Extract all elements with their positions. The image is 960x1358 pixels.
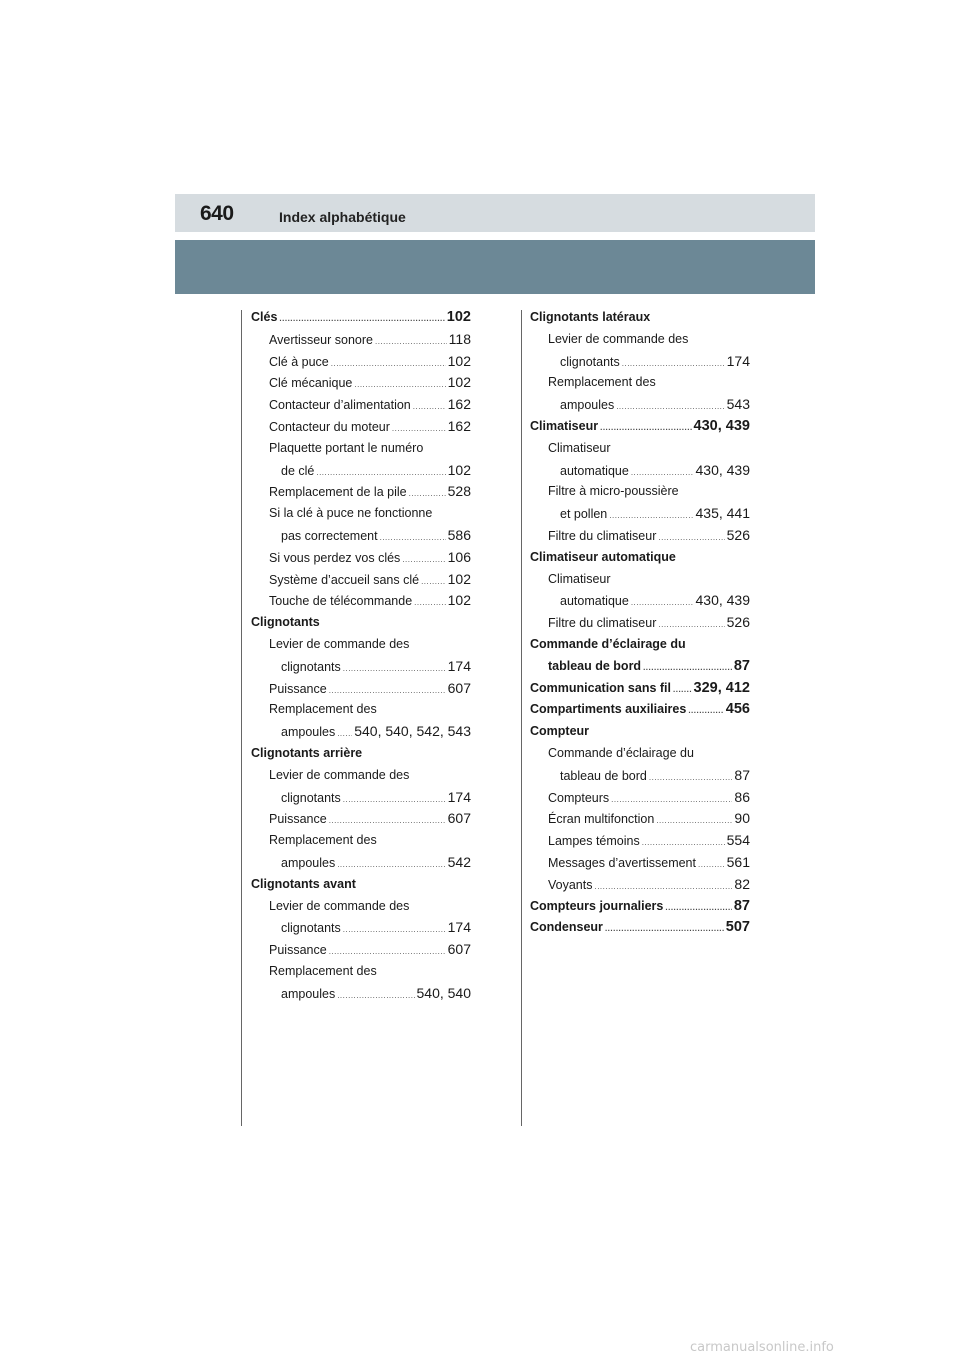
dot-leader [409,483,446,505]
index-entry [251,612,471,634]
index-entry [530,808,750,830]
index-entry-pages: 102 [447,570,471,587]
index-entry-term: ampoules [281,986,336,1001]
index-entry [530,656,750,678]
index-entry-term: Voyants [548,877,593,892]
dot-leader [331,353,446,375]
index-entry-term: Climatiseur [548,440,611,455]
index-entry-term: Commande d’éclairage du [548,745,694,760]
index-entry [251,394,471,416]
index-entry-pages: 430, 439 [695,592,750,609]
index-entry [530,699,750,721]
dot-leader [609,505,693,527]
index-entry-term: Contacteur du moteur [269,419,390,434]
index-entry [530,547,750,569]
index-entry [530,852,750,874]
dot-leader [337,985,414,1007]
index-entry-term: pas correctement [281,528,378,543]
index-entry-term: ampoules [560,398,615,413]
dot-leader [337,723,352,745]
index-entry-pages: 607 [447,810,471,827]
index-entry-term: clignotants [281,659,341,674]
page-number: 640 [200,202,234,225]
dot-leader [414,592,445,614]
index-entry-pages: 87 [733,657,750,674]
index-entry-term: clignotants [560,354,620,369]
index-entry [530,503,750,525]
dot-leader [343,658,446,680]
index-entry-term: Remplacement des [269,963,377,978]
index-entry-term: Compteurs journaliers [530,898,664,913]
dot-leader [649,767,733,789]
index-entry [251,569,471,591]
index-entry-pages: 106 [447,548,471,565]
index-entry-pages: 82 [734,875,750,892]
index-entry [530,351,750,373]
index-entry [530,874,750,896]
page-header-title: Index alphabétique [279,209,406,225]
index-entry [530,460,750,482]
index-entry [530,569,750,591]
index-entry-pages: 542 [447,853,471,870]
index-entry-term: Compteurs [548,790,610,805]
index-entry-term: tableau de bord [560,768,647,783]
index-entry [530,481,750,503]
index-entry [251,983,471,1005]
index-entry [251,460,471,482]
index-entry-term: Levier de commande des [269,636,410,651]
index-entry-pages: 102 [446,309,471,325]
index-entry-term: Lampes témoins [548,834,640,849]
index-entry-term: tableau de bord [548,658,642,673]
index-entry [251,808,471,830]
dot-leader [631,592,694,614]
index-entry-pages: 162 [447,396,471,413]
index-entry-pages: 430, 439 [693,417,750,434]
index-entry [530,590,750,612]
dot-leader [631,462,694,484]
index-entry [530,721,750,743]
index-entry-term: Si vous perdez vos clés [269,550,401,565]
dot-leader [402,549,445,571]
index-entry [251,547,471,569]
index-entry [251,787,471,809]
column-rule-left [241,310,242,1126]
index-entry [530,743,750,765]
dot-leader [329,810,446,832]
index-entry-term: Communication sans fil [530,680,671,695]
dot-leader [643,657,732,679]
index-entry [530,917,750,939]
index-entry-pages: 174 [726,352,750,369]
index-entry-term: Avertisseur sonore [269,332,373,347]
index-column-left [251,307,471,1005]
index-entry-term: Levier de commande des [269,898,410,913]
index-entry-term: ampoules [281,725,336,740]
index-entry [530,896,750,918]
index-entry [530,416,750,438]
dot-leader [698,854,725,876]
dot-leader [316,462,445,484]
index-entry [530,765,750,787]
index-entry-term: Levier de commande des [548,331,689,346]
section-banner [175,240,815,294]
dot-leader [343,919,446,941]
dot-leader [380,527,446,549]
dot-leader [658,614,724,636]
dot-leader [665,897,731,919]
index-entry-term: Clignotants [251,615,320,630]
index-entry-pages: 102 [447,592,471,609]
index-entry [530,634,750,656]
index-entry [251,699,471,721]
index-entry-pages: 87 [734,766,750,783]
index-entry [251,351,471,373]
index-entry [530,525,750,547]
index-entry-term: Filtre à micro-poussière [548,484,679,499]
dot-leader [392,418,446,440]
index-entry-pages: 102 [447,374,471,391]
index-entry-term: Compteur [530,724,590,739]
index-entry [251,525,471,547]
index-entry [530,307,750,329]
index-entry [251,329,471,351]
index-entry-term: clignotants [281,921,341,936]
index-entry [251,939,471,961]
index-entry-pages: 90 [734,810,750,827]
index-entry-term: Si la clé à puce ne fonctionne [269,506,433,521]
dot-leader [611,789,732,811]
index-entry-pages: 174 [447,657,471,674]
index-entry [251,503,471,525]
dot-leader [329,680,446,702]
index-entry-pages: 118 [448,330,471,347]
index-entry [530,612,750,634]
dot-leader [329,941,446,963]
index-entry-term: Clés [251,310,278,324]
index-entry-pages: 554 [726,832,750,849]
index-entry-pages: 607 [447,679,471,696]
index-entry-pages: 174 [447,919,471,936]
index-entry [251,743,471,765]
index-entry-pages: 86 [734,788,750,805]
index-entry-pages: 561 [726,853,750,870]
index-entry-term: Filtre du climatiseur [548,616,657,631]
index-entry-term: Puissance [269,681,327,696]
index-entry [530,678,750,700]
header-bar [175,194,815,232]
index-entry-term: Système d’accueil sans clé [269,572,420,587]
index-entry-term: Climatiseur [548,571,611,586]
index-entry [251,307,471,329]
index-entry [251,372,471,394]
index-entry-pages: 607 [447,941,471,958]
index-entry [251,874,471,896]
index-entry-pages: 507 [725,919,750,936]
index-entry-pages: 586 [447,526,471,543]
index-entry [530,394,750,416]
index-entry [530,329,750,351]
index-entry-term: Touche de télécommande [269,594,413,609]
dot-leader [354,374,445,396]
index-entry-pages: 540, 540, 542, 543 [354,723,471,740]
index-entry-term: Remplacement des [269,702,377,717]
index-entry-term: Clignotants latéraux [530,310,651,324]
index-entry [251,721,471,743]
index-entry [251,830,471,852]
dot-leader [343,789,446,811]
index-entry-term: Climatiseur automatique [530,549,676,564]
dot-leader [642,832,725,854]
index-entry [251,438,471,460]
index-entry-term: ampoules [281,855,336,870]
watermark: carmanualsonline.info [690,1340,834,1355]
index-entry [530,438,750,460]
index-entry-term: Messages d’avertissement [548,855,696,870]
index-entry-pages: 540, 540 [416,984,471,1001]
dot-leader [688,700,723,722]
index-entry-term: Condenseur [530,920,603,935]
index-entry-term: Écran multifonction [548,812,655,827]
index-entry-pages: 102 [447,352,471,369]
index-entry [251,961,471,983]
index-entry-pages: 435, 441 [695,505,750,522]
index-entry-term: et pollen [560,507,608,522]
index-entry-pages: 162 [447,417,471,434]
index-entry-pages: 526 [726,526,750,543]
index-entry-term: Remplacement de la pile [269,485,407,500]
index-entry [530,787,750,809]
index-entry-pages: 456 [725,701,750,718]
index-entry-term: automatique [560,594,629,609]
dot-leader [605,918,724,940]
dot-leader [413,396,446,418]
dot-leader [656,810,732,832]
index-entry-term: Climatiseur [530,418,599,433]
index-entry-term: Commande d’éclairage du [530,636,686,651]
index-entry-pages: 174 [447,788,471,805]
index-entry-term: Plaquette portant le numéro [269,440,424,455]
dot-leader [658,527,724,549]
index-entry-pages: 528 [447,483,471,500]
dot-leader [594,876,732,898]
index-entry-term: Clignotants arrière [251,745,363,760]
index-entry [251,590,471,612]
index-entry-pages: 87 [733,897,750,914]
dot-leader [622,353,725,375]
index-column-right [530,307,750,939]
dot-leader [421,571,446,593]
dot-leader [600,417,691,439]
index-entry [251,481,471,503]
column-rule-right [521,310,522,1126]
index-entry-pages: 430, 439 [695,461,750,478]
index-entry-term: Remplacement des [548,375,656,390]
index-entry [251,678,471,700]
index-entry-pages: 526 [726,614,750,631]
index-entry [251,656,471,678]
index-entry-term: Puissance [269,812,327,827]
index-entry-term: de clé [281,463,315,478]
index-entry-term: Clé mécanique [269,376,353,391]
index-entry-term: clignotants [281,790,341,805]
dot-leader [375,331,447,353]
index-entry-term: Puissance [269,943,327,958]
index-entry-pages: 329, 412 [693,679,750,696]
index-entry-term: Levier de commande des [269,767,410,782]
index-entry-pages: 543 [726,396,750,413]
index-entry [251,634,471,656]
index-entry-term: Compartiments auxiliaires [530,702,687,717]
index-entry-term: Clignotants avant [251,876,356,891]
index-entry-term: automatique [560,463,629,478]
index-entry [251,917,471,939]
index-entry [251,896,471,918]
index-entry [251,765,471,787]
dot-leader [337,854,445,876]
index-entry [530,372,750,394]
index-entry [251,852,471,874]
index-entry-pages: 102 [447,461,471,478]
dot-leader [673,679,692,701]
index-entry [251,416,471,438]
index-entry-term: Remplacement des [269,833,377,848]
dot-leader [279,308,444,330]
dot-leader [616,396,724,418]
index-entry-term: Contacteur d’alimentation [269,398,411,413]
index-entry-term: Filtre du climatiseur [548,528,657,543]
index-entry-term: Clé à puce [269,354,329,369]
index-entry [530,830,750,852]
